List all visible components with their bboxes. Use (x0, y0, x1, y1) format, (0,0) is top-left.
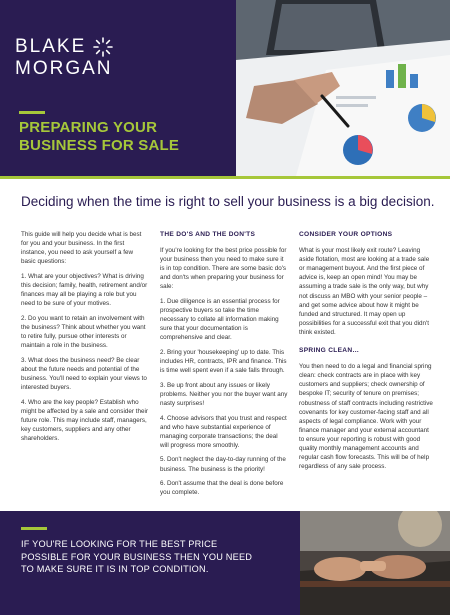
footer-quote: IF YOU'RE LOOKING FOR THE BEST PRICE POSSIBLE FOR YOUR BUSINESS THEN YOU NEED TO MAKE SURE IT IS IN TOP CONDITION. (21, 539, 253, 574)
col2-paragraph: If you're looking for the best price possible for your business then you need to make sure it is in top condition. There are some basic do's and don'ts when preparing your business for sale: (160, 247, 287, 291)
col3-heading-spring-clean: SPRING CLEAN… (299, 347, 360, 355)
column-dos-donts (160, 230, 288, 503)
col1-paragraph: 1. What are your objectives? What is driving this decision; family, health, retirement and/or finances may all be playing a role but you need to be sure of your motives. (21, 272, 148, 308)
column-options (299, 230, 433, 477)
col2-paragraph: 6. Don't assume that the deal is done before you complete. (160, 480, 284, 497)
brand-line1: BLAKE (15, 36, 87, 57)
col2-heading: THE DO'S AND THE DON'TS (160, 231, 256, 238)
col2-paragraph: 5. Don't neglect the day-to-day running of the business. The business is the priority! (160, 456, 286, 473)
brand-line2: MORGAN (15, 58, 113, 79)
col1-paragraph: 4. Who are the key people? Establish who might be affected by a sale and consider their future role. This may include staff, managers, key customers, suppliers and any other shareholders. (21, 398, 148, 442)
col2-paragraph: 3. Be up front about any issues or likely problems. Neither you nor the buyer want any nasty surprises! (160, 381, 288, 407)
col3-paragraph: You then need to do a legal and financial spring clean: check contracts are in place with key customers and suppliers; check ownership of bespoke IT; security of tenure on premises; robustness of staff contracts including restrictive covenants for key customer-facing staff and all aspects of legal compliance. Work with your finance manager and your external accountant to ensure your reporting is robust with good quality monthly management accounts and regular cash flow forecasts. This will be of help regardless of any sale process. (299, 363, 433, 471)
brand-logo (15, 36, 114, 80)
page-title (19, 119, 179, 155)
footer-photo (300, 511, 450, 615)
hero-photo-illustration (236, 0, 450, 176)
col2-paragraph: 1. Due diligence is an essential process for prospective buyers so take the time necessary to collate all information making sure that your documentation is comprehensive and clear. (160, 298, 280, 342)
page-title-line2: BUSINESS FOR SALE (19, 137, 180, 154)
column-intro (21, 230, 149, 448)
col1-paragraph: 2. Do you want to retain an involvement with the business? Think about whether you want to retire fully, pursue other interests or maintain a role in the business. (21, 314, 146, 350)
hero-photo (236, 0, 450, 176)
col3-heading-options: CONSIDER YOUR OPTIONS (299, 231, 393, 238)
subheading: Deciding when the time is right to sell your business is a big decision. (21, 194, 435, 209)
section-divider (0, 176, 450, 179)
col3-paragraph: What is your most likely exit route? Leaving aside flotation, most are looking at a trade sale or management buyout. And the first piece of advice is, keep an open mind! You may be assuming a trade sale is the only way, but why not discuss an MBO with your senior people – and get some advice about how it might be funded and structured. It may open up possibilities for a successful exit that you didn't think existed. (299, 247, 430, 336)
col2-paragraph: 2. Bring your 'housekeeping' up to date. This includes HR, contracts, IPR and finance. This is time well spent even if a sale falls through. (160, 349, 287, 375)
col1-paragraph: 3. What does the business need? Be clear about the future needs and potential of the business. You'll need to explain your views to interested buyers. (21, 356, 147, 391)
col1-paragraph: This guide will help you decide what is best for you and your business. In the first instance, you need to ask yourself a few basic questions: (21, 231, 142, 266)
logo-mark-icon (92, 36, 114, 58)
page-title-line1: PREPARING YOUR (19, 119, 158, 136)
footer-accent-bar (21, 527, 47, 530)
hero-accent-bar (19, 111, 45, 114)
footer-photo-illustration (300, 511, 450, 615)
col2-paragraph: 4. Choose advisors that you trust and respect and who have substantial experience of managing corporate transactions; the deal will progress more smoothly. (160, 414, 287, 449)
